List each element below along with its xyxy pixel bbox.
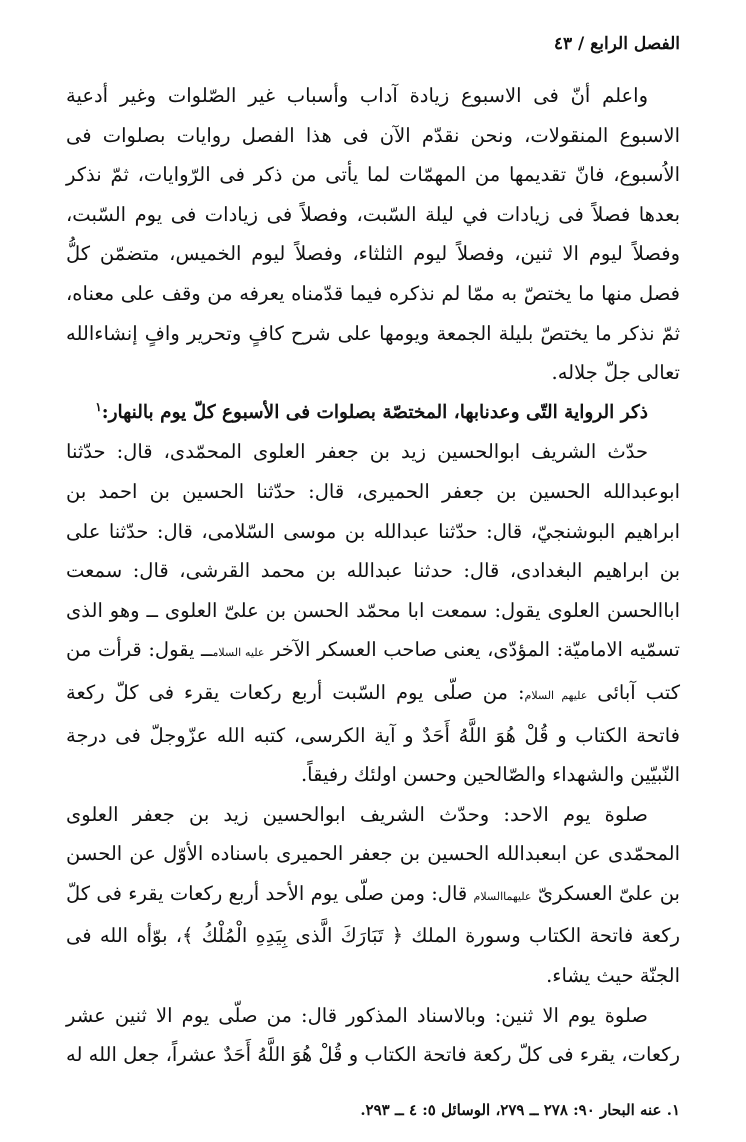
honorific-phrase: عليهم السلام	[524, 688, 588, 702]
footnote-reference: ١	[95, 399, 102, 414]
honorific-phrase: عليه السلام	[212, 646, 265, 660]
section-heading-text: ذكر الرواية التّى وعدنابها، المختصّة بصلوات فى الأسبوع كلّ يوم بالنهار:	[101, 401, 648, 423]
section-heading	[66, 393, 680, 433]
paragraph-monday-prayer: صلوة يوم الا ثنين: وبالاسناد المذكور قال: من صلّى يوم الا ثنين عشر ركعات، يقرء فى كلّ ركعة فاتحة الكتاب و قُلْ هُوَ اللَّهُ أَحَدٌ عشراً، جعل الله له	[66, 1003, 680, 1067]
running-head: الفصل الرابع / ٤٣	[553, 34, 680, 54]
paragraph-saturday-prayer	[66, 432, 680, 794]
paragraph-text: قال: ومن صلّى يوم الأحد أربع ركعات يقرء فى كلّ ركعة فاتحة الكتاب وسورة الملك ﴿ تَبَارَكَ الَّذى بِيَدِهِ الْمُلْكُ ﴾، بوّأه الله فى الجنّة حيث يشاء.	[66, 881, 680, 988]
isnad-text: حدّث الشريف ابوالحسين زيد بن جعفر العلوى المحمّدى، قال: حدّثنا ابوعبدالله الحسين بن جعفر الحميرى، قال: حدّثنا الحسين بن احمد بن ابراهيم البوشنجيّ، قال: حدّثنا عبدالله بن موسى السّلامى، قال: حدّثنا على بن ابراهيم البغدادى، قال: حدثنا عبدالله بن محمد القرشى، قال: سمعت اباالحسن العلوى يقول: سمعت ابا محمّد الحسن بن علىّ العلوى ــ وهو الذى تسمّيه الاماميّة: المؤدّى، يعنى صاحب العسكر الآخر	[66, 440, 680, 662]
footnote: ١. عنه البحار ٩٠: ٢٧٨ ــ ٢٧٩، الوسائل ٥: ٤ ــ ٢٩٣.	[360, 1101, 680, 1119]
paragraph-text: صلوة يوم الاحد: وحدّث الشريف ابوالحسين زيد بن جعفر العلوى المحمّدى عن ابىعبدالله الحسين بن جعفر الحميرى باسناده الأوّل عن الحسن بن علىّ العسكرىّ	[66, 802, 680, 905]
main-text	[66, 76, 680, 1075]
paragraph-text: : من صلّى يوم السّبت أربع ركعات يقرء فى كلّ ركعة فاتحة الكتاب و قُلْ هُوَ اللَّهُ أَحَدٌ و آية الكرسى، كتبه الله عزّوجلّ فى درجة النّبيّين والشهداء والصّالحين وحسن اولئك رفيقاً.	[66, 680, 680, 787]
paragraph-sunday-prayer	[66, 795, 680, 996]
paragraph-intro: واعلم أنّ فى الاسبوع زيادة آداب وأسباب غير الصّلوات وغير أدعية الاسبوع المنقولات، ونحن نقدّم الآن فى هذا الفصل روايات بصلوات فى الاُسبوع، فانّ تقديمها من المهمّات لما يأتى من ذكر فى الرّوايات، ثمّ نذكر بعدها فصلاً فى زيادات في ليلة السّبت، وفصلاً فى زيادات فى يوم السّبت، وفصلاً ليوم الا ثنين، وفصلاً ليوم الثلثاء، وفصلاً ليوم الخميس، متضمّن كلُّ فصل منها ما يختصّ به ممّا لم نذكره فيما قدّمناه يعرفه من وقف على معناه، ثمّ نذكر ما يختصّ بليلة الجمعة ويومها على شرح كافٍ وتحرير وافٍ إنشاءالله تعالى جلّ جلاله.	[66, 84, 680, 385]
honorific-phrase: عليهماالسلام	[473, 889, 532, 903]
paragraph-text: ــ يقول: قرأت من كتب آبائى	[66, 638, 680, 704]
